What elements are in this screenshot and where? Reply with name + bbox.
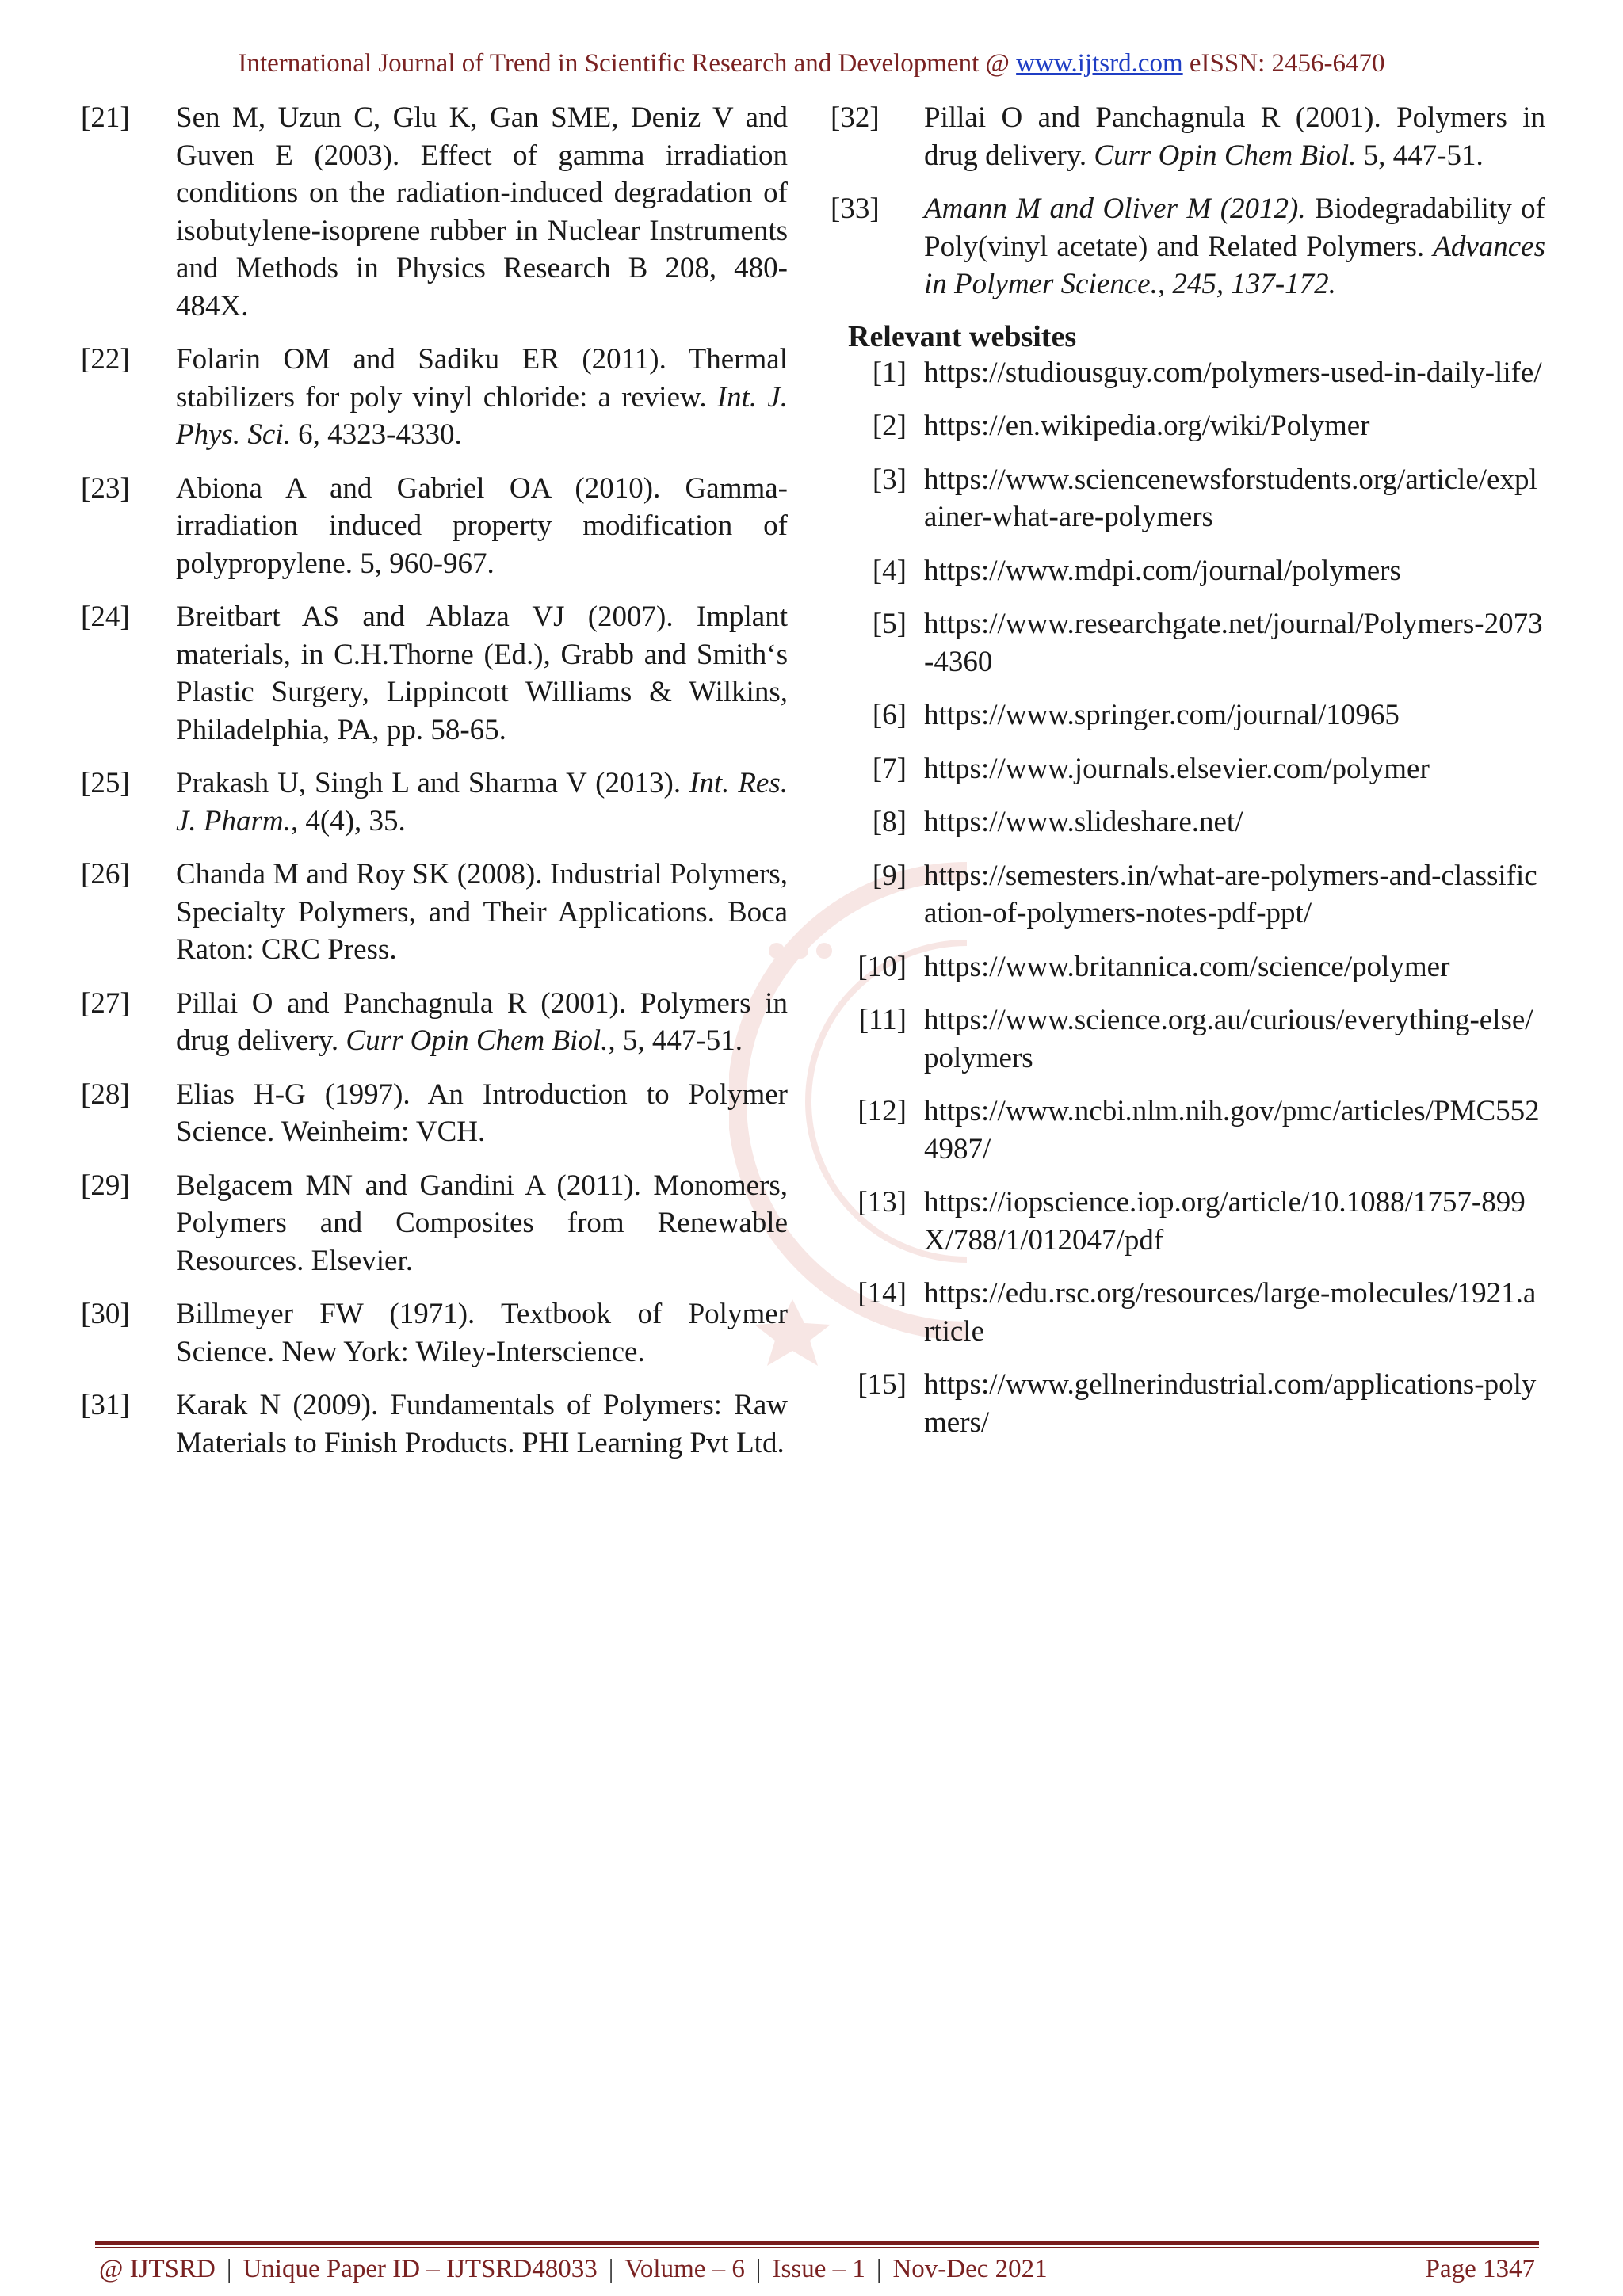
reference-main: Pillai O and Panchagnula R (2001). Polymers in drug delivery. [924,101,1545,172]
website-url[interactable]: https://www.slideshare.net/ [924,806,1243,838]
website-url[interactable]: https://semesters.in/what-are-polymers-and-classification-of-polymers-notes-pdf-ppt/ [924,859,1537,929]
reference-text [924,190,1545,303]
website-item [831,1184,1545,1259]
reference-text: Abiona A and Gabriel OA (2010). Gamma-irradiation induced property modification of polypropylene. 5, 960-967. [176,471,788,580]
website-item [831,1001,1545,1077]
website-url[interactable]: https://www.ncbi.nlm.nih.gov/pmc/articles/PMC5524987/ [924,1095,1540,1165]
website-item [831,552,1545,590]
reference-item [831,99,1545,174]
reference-journal-italic: Int. J. Phys. Sci. [176,380,788,451]
website-item [831,1275,1545,1350]
website-url[interactable]: https://www.science.org.au/curious/everything-else/polymers [924,1004,1533,1074]
reference-text: Sen M, Uzun C, Glu K, Gan SME, Deniz V and Guven E (2003). Effect of gamma irradiation conditions on the radiation-induced degradation of isobutylene-isoprene rubber in Nuclear Instruments and Methods in Physics Research B 208, 480-484X. [176,101,788,322]
reference-number: [22] [81,343,130,376]
reference-text: Karak N (2009). Fundamentals of Polymers: Raw Materials to Finish Products. PHI Learning Pvt Ltd. [176,1389,788,1459]
reference-details: 5, 447-51. [1356,139,1484,172]
website-number: [4] [872,554,907,587]
reference-journal-italic: Curr Opin Chem Biol. [1094,139,1357,172]
reference-item [81,856,788,969]
reference-number: [29] [81,1169,130,1202]
header-journal-text: International Journal of Trend in Scientific Research and Development @ [238,49,1017,78]
reference-title: Biodegradability of Poly(vinyl acetate) and Related Polymers. [924,193,1545,263]
website-number: [11] [858,1004,907,1036]
reference-number: [28] [81,1077,130,1111]
footer-separator: | [755,2255,762,2283]
running-footer [99,2255,1535,2284]
reference-text: Belgacem MN and Gandini A (2011). Monomers, Polymers and Composites from Renewable Resources. Elsevier. [176,1169,788,1277]
reference-text: Billmeyer FW (1971). Textbook of Polymer Science. New York: Wiley-Interscience. [176,1298,788,1368]
website-number: [8] [872,806,907,838]
footer-volume: Volume – 6 [624,2255,745,2283]
reference-number: [25] [81,767,130,799]
footer-separator: | [876,2255,882,2283]
reference-main: Folarin OM and Sadiku ER (2011). Thermal stabilizers for poly vinyl chloride: a review. [176,343,788,414]
website-url[interactable]: https://edu.rsc.org/resources/large-molecules/1921.article [924,1277,1537,1348]
website-number: [14] [857,1277,907,1310]
reference-number: [27] [81,986,130,1020]
footer-date: Nov-Dec 2021 [892,2255,1048,2283]
reference-item [81,1386,788,1462]
header-link[interactable]: www.ijtsrd.com [1016,49,1183,78]
website-number: [12] [857,1095,907,1127]
reference-number: [32] [831,101,880,134]
website-number: [7] [872,752,907,785]
website-number: [6] [872,699,907,731]
website-item [831,1366,1545,1441]
website-item [831,605,1545,681]
reference-item [81,1076,788,1151]
reference-details: 4(4), 35. [298,804,406,837]
website-item [831,407,1545,445]
reference-item [831,190,1545,303]
footer-separator: | [608,2255,614,2283]
reference-item [81,1167,788,1280]
website-url[interactable]: https://www.mdpi.com/journal/polymers [924,554,1401,587]
website-item [831,354,1545,392]
footer-paper-id: Unique Paper ID – IJTSRD48033 [242,2255,598,2283]
website-item [831,696,1545,734]
website-number: [2] [872,410,907,442]
reference-number: [21] [81,101,130,134]
website-url[interactable]: https://studiousguy.com/polymers-used-in-daily-life/ [924,356,1542,389]
footer-journal: @ IJTSRD [99,2255,216,2283]
website-item [831,803,1545,841]
reference-number: [23] [81,471,130,505]
website-item [831,857,1545,933]
reference-number: [30] [81,1298,130,1330]
footer-rule-thin [95,2247,1539,2248]
website-url[interactable]: https://www.researchgate.net/journal/Polymers-2073-4360 [924,608,1543,678]
websites-heading: Relevant websites [848,319,1077,353]
website-url[interactable]: https://www.britannica.com/science/polymer [924,950,1450,983]
website-item [831,1093,1545,1168]
footer-rule [95,2241,1539,2245]
footer-issue: Issue – 1 [772,2255,865,2283]
right-column [831,99,1545,1457]
reference-journal-italic: Advances in Polymer Science., 245, 137-172. [924,230,1545,300]
website-url[interactable]: https://www.sciencenewsforstudents.org/article/explainer-what-are-polymers [924,463,1537,533]
right-column-references [831,99,1545,303]
website-number: [3] [872,463,907,496]
reference-main: Prakash U, Singh L and Sharma V (2013). [176,767,690,799]
website-url[interactable]: https://iopscience.iop.org/article/10.1088/1757-899X/788/1/012047/pdf [924,1186,1526,1257]
running-header [0,49,1623,78]
reference-item [81,598,788,749]
reference-journal-italic: Curr Opin Chem Biol., [346,1024,616,1057]
reference-item [81,765,788,840]
reference-item [81,470,788,583]
reference-text [176,985,788,1060]
website-number: [13] [857,1186,907,1219]
reference-text: Chanda M and Roy SK (2008). Industrial Polymers, Specialty Polymers, and Their Applications. Boca Raton: CRC Press. [176,858,788,966]
website-number: [5] [872,608,907,640]
footer-meta [99,2255,1048,2284]
reference-item [81,341,788,454]
reference-text [176,765,788,840]
websites-list [831,354,1545,1442]
footer-page-number: Page 1347 [1425,2255,1535,2283]
reference-number: [24] [81,601,130,633]
reference-authors-italic: Amann M and Oliver M (2012). [924,193,1306,225]
reference-text [176,341,788,454]
header-issn: eISSN: 2456-6470 [1182,49,1385,78]
website-url[interactable]: https://www.gellnerindustrial.com/applications-polymers/ [924,1368,1537,1439]
website-url[interactable]: https://en.wikipedia.org/wiki/Polymer [924,410,1370,442]
reference-text [924,99,1545,174]
reference-text: Elias H-G (1997). An Introduction to Polymer Science. Weinheim: VCH. [176,1077,788,1148]
reference-details: 6, 4323-4330. [290,418,462,451]
website-item [831,750,1545,788]
reference-main: Pillai O and Panchagnula R (2001). Polymers in drug delivery. [176,986,788,1057]
website-number: [15] [857,1368,907,1401]
reference-item [81,985,788,1060]
website-url[interactable]: https://www.journals.elsevier.com/polymer [924,752,1430,785]
reference-number: [33] [831,193,880,225]
website-number: [1] [872,356,907,389]
reference-item [81,1295,788,1371]
reference-journal-italic: Int. Res. J. Pharm., [176,767,789,837]
website-item [831,948,1545,986]
footer-separator: | [226,2255,232,2283]
reference-text: Breitbart AS and Ablaza VJ (2007). Implant materials, in C.H.Thorne (Ed.), Grabb and Smith‘s Plastic Surgery, Lippincott Williams & Wilkins, Philadelphia, PA, pp. 58-65. [176,601,788,746]
reference-item [81,99,788,325]
reference-number: [31] [81,1389,130,1421]
website-number: [9] [872,859,907,892]
reference-number: [26] [81,858,130,891]
left-column-references [81,99,788,1478]
reference-details: 5, 447-51. [615,1024,743,1057]
website-number: [10] [857,950,907,983]
website-item [831,461,1545,536]
website-url[interactable]: https://www.springer.com/journal/10965 [924,699,1400,731]
